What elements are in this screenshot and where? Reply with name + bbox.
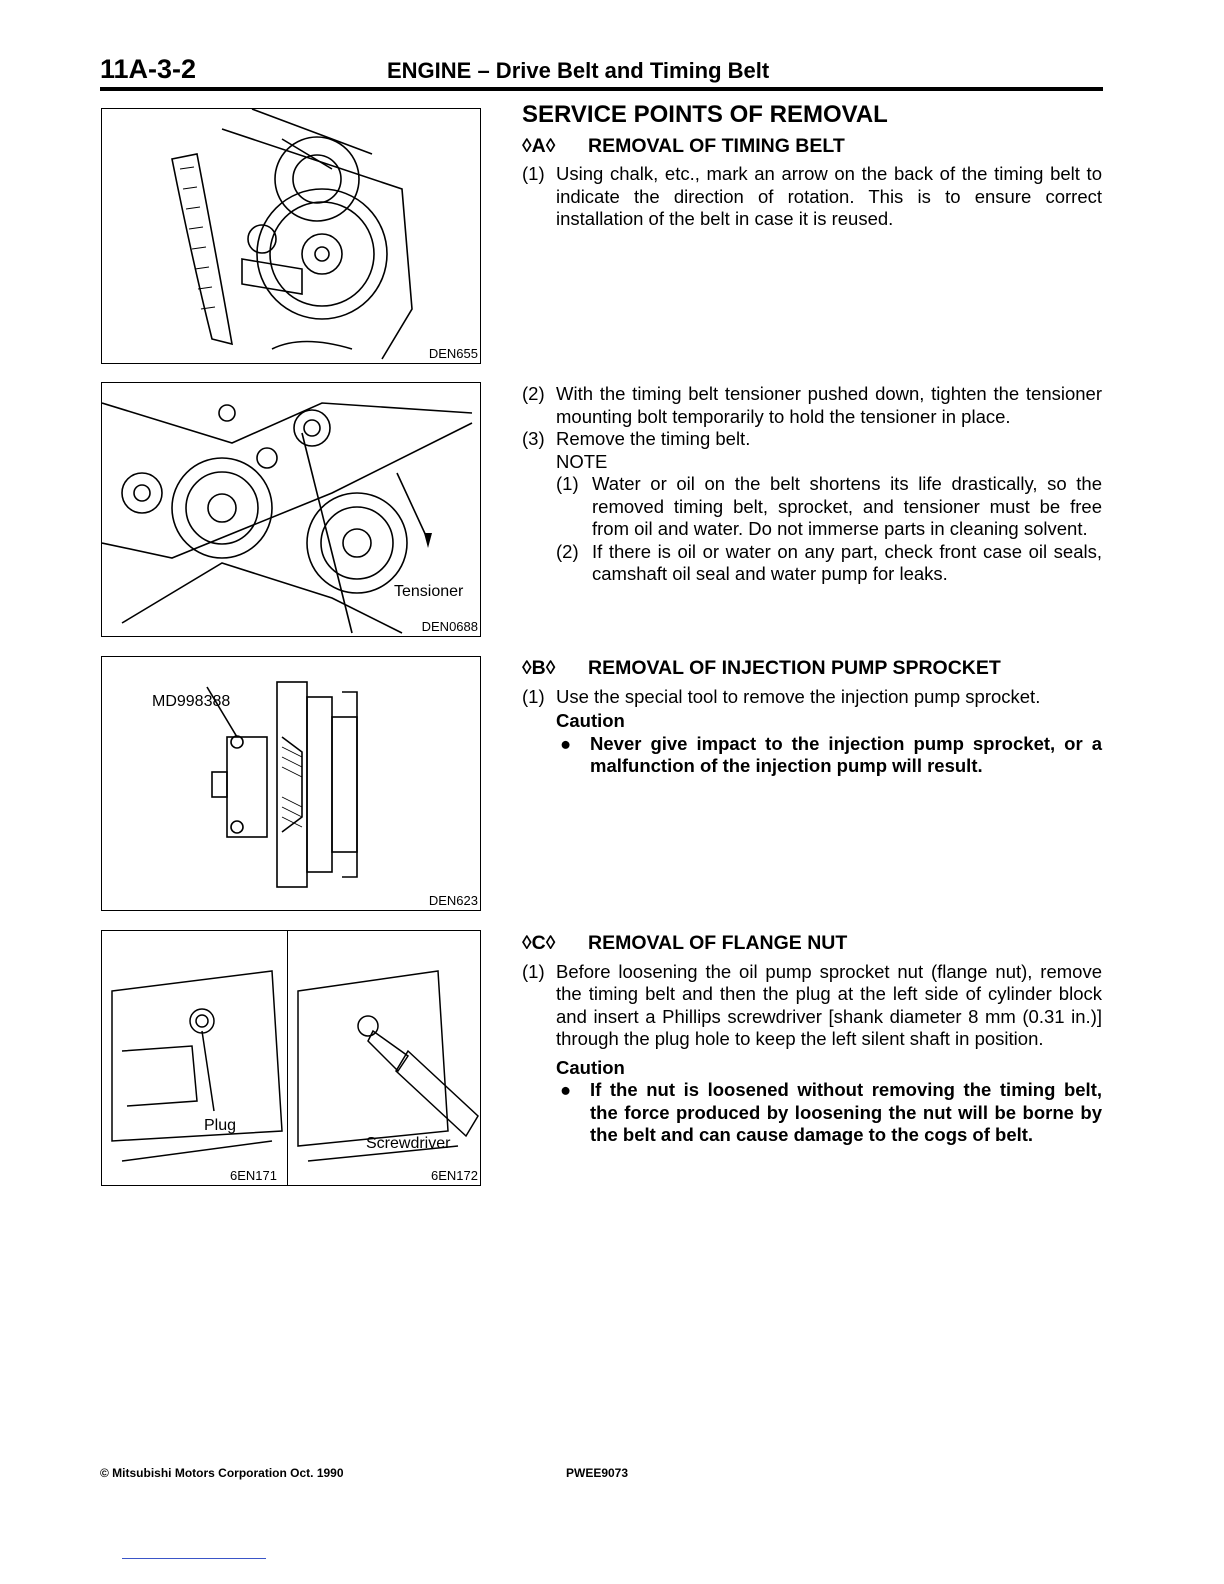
- step-number: (1): [522, 685, 545, 707]
- note-text: Water or oil on the belt shortens its life drastically, so the removed timing belt, sprocket, and tensioner must be free from oil and water. Do not immerse parts in cleaning solvent.: [592, 473, 1102, 539]
- page-number: 11A-3-2: [100, 54, 197, 84]
- section-title: REMOVAL OF INJECTION PUMP SPROCKET: [588, 657, 1001, 679]
- figure-special-tool: [101, 656, 481, 911]
- bullet-icon: ●: [560, 732, 572, 754]
- caution-text: If the nut is loosened without removing the timing belt, the force produced by loosening the nut will be borne by the belt and can cause damage to the cogs of belt.: [590, 1079, 1102, 1145]
- note-number: (1): [556, 473, 579, 494]
- plug-label: Plug: [204, 1117, 237, 1134]
- caution-text: Never give impact to the injection pump sprocket, or a malfunction of the injection pump will result.: [590, 732, 1102, 776]
- note-item-2: [522, 541, 1102, 586]
- section-heading-injection-pump: [522, 657, 1102, 680]
- caution-label: Caution: [556, 1056, 625, 1078]
- caution-item: [522, 1079, 1102, 1147]
- bottom-rule: [122, 1558, 266, 1559]
- page-title: ENGINE – Drive Belt and Timing Belt: [387, 58, 770, 83]
- timing-belt-illustration: [102, 109, 481, 364]
- screwdriver-panel: [288, 931, 480, 1185]
- plug-panel: [102, 931, 288, 1185]
- step-text: With the timing belt tensioner pushed down, tighten the tensioner mounting bolt temporarily to hold the tensioner in place.: [556, 383, 1102, 427]
- step-number: (2): [522, 383, 545, 404]
- header-rule: [100, 87, 1103, 91]
- note-label: NOTE: [556, 450, 608, 472]
- footer-copyright: © Mitsubishi Motors Corporation Oct. 1990: [100, 1466, 344, 1480]
- section-timing-belt-block-1: [522, 101, 1102, 231]
- injection-pump-step-1: [522, 686, 1102, 709]
- step-number: (3): [522, 428, 545, 449]
- note-number: (2): [556, 540, 579, 562]
- step-text: Before loosening the oil pump sprocket nut (flange nut), remove the timing belt and then the plug at the left side of cylinder block and insert a Phillips screwdriver [shank diameter 8 mm (0.31 in.)] through the plug hole to keep the left silent shaft in position.: [556, 960, 1102, 1049]
- figure-plug-screwdriver: [101, 930, 481, 1186]
- section-marker-b: ◊B◊: [522, 657, 556, 679]
- bullet-icon: ●: [560, 1079, 572, 1100]
- section-flange-nut: [522, 932, 1102, 1147]
- footer-doc-code: PWEE9073: [566, 1466, 629, 1480]
- step-text: Remove the timing belt.: [556, 428, 751, 449]
- section-marker-a: ◊A◊: [522, 134, 556, 157]
- plug-illustration: [102, 931, 288, 1185]
- timing-belt-step-3: [522, 428, 1102, 451]
- figure-timing-belt: [101, 108, 481, 364]
- step-number: (1): [522, 163, 545, 184]
- section-heading-timing-belt: [522, 135, 1102, 158]
- figure-code: 6EN172: [431, 1168, 478, 1183]
- tool-number-label: MD998388: [152, 693, 231, 710]
- caution-item: [522, 733, 1102, 778]
- figure-code: 6EN171: [230, 1168, 277, 1183]
- screwdriver-label: Screwdriver: [366, 1135, 451, 1152]
- caution-label: Caution: [556, 710, 625, 731]
- figure-tensioner: [101, 382, 481, 637]
- flange-nut-step-1: [522, 961, 1102, 1051]
- step-text: Using chalk, etc., mark an arrow on the back of the timing belt to indicate the direction of rotation. This is to ensure correct installation of the belt in case it is reused.: [556, 163, 1102, 229]
- service-points-heading: SERVICE POINTS OF REMOVAL: [522, 101, 888, 128]
- section-marker-c: ◊C◊: [522, 932, 556, 954]
- figure-code: DEN0688: [421, 619, 478, 634]
- section-title: REMOVAL OF TIMING BELT: [588, 134, 845, 157]
- section-title: REMOVAL OF FLANGE NUT: [588, 932, 848, 954]
- section-injection-pump: [522, 657, 1102, 778]
- timing-belt-step-2: [522, 383, 1102, 428]
- timing-belt-step-1: [522, 163, 1102, 231]
- figure-code: DEN655: [428, 346, 478, 361]
- figure-code: DEN623: [428, 893, 478, 908]
- step-number: (1): [522, 960, 545, 982]
- note-text: If there is oil or water on any part, check front case oil seals, camshaft oil seal and water pump for leaks.: [592, 540, 1102, 584]
- step-text: Use the special tool to remove the injection pump sprocket.: [556, 685, 1041, 707]
- tensioner-label: Tensioner: [394, 583, 464, 600]
- section-timing-belt-block-2: [522, 383, 1102, 586]
- section-heading-flange-nut: [522, 932, 1102, 955]
- note-item-1: [522, 473, 1102, 541]
